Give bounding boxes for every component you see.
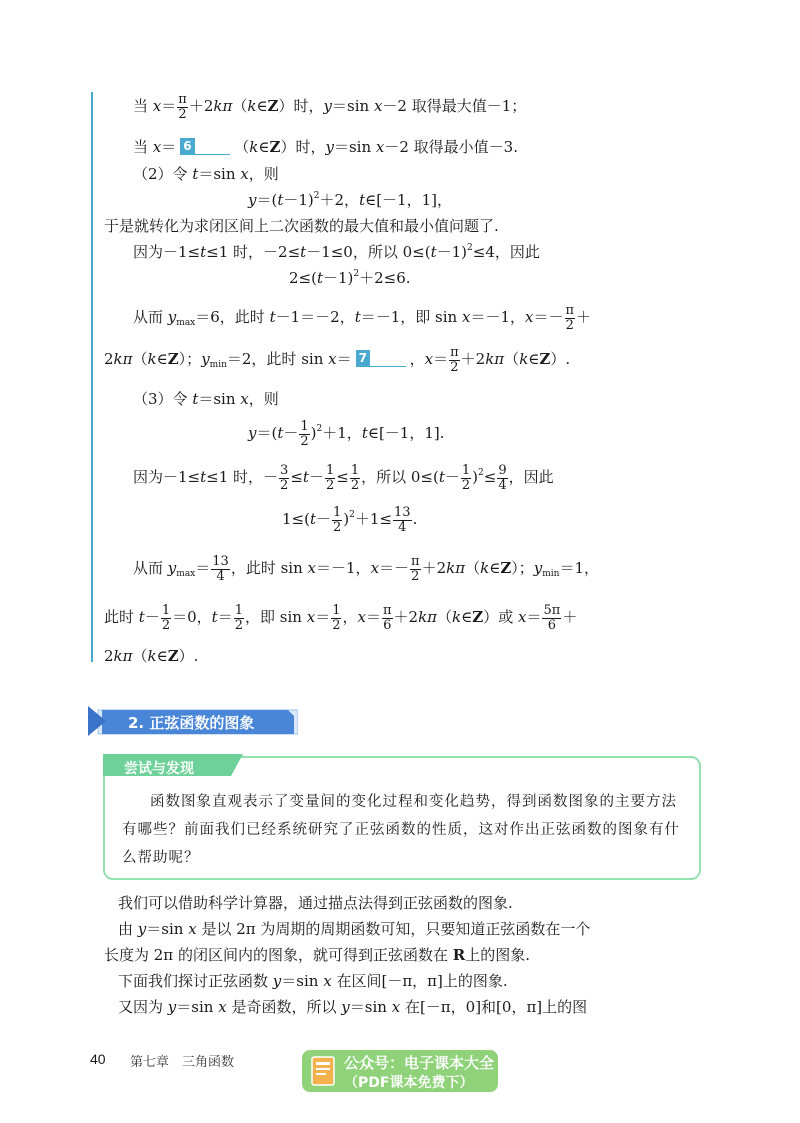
solution-part3-intro: （3）令 t＝sin x，则 — [133, 390, 279, 408]
solution-part2-intro: （2）令 t＝sin x，则 — [133, 165, 279, 183]
formula-part3-bound: 1≤(t－ $\frac{1}{2}$ )$^2$＋1≤ $\frac{13}{4}$ . — [282, 505, 418, 535]
solution-margin-bar — [91, 92, 93, 662]
text-part3-ymin: 此时 t－ $\frac{1}{2}$ ＝0，t＝ $\frac{1}{2}$ ，即 sin x＝ $\frac{1}{2}$ ，x＝ $\frac{\pi}{6}$ ＋2kπ（k∈Z）或 x＝ $\frac{5\pi}{6}$ ＋ — [104, 603, 578, 633]
try-text-line1: 函数图象直观表示了变量间的变化过程和变化趋势，得到函数图象的主要方法 — [150, 794, 677, 810]
try-discover-label: 尝试与发现 — [124, 761, 194, 777]
text-part2-range: 因为－1≤t≤1 时，－2≤t－1≤0，所以 $0\le(t-1)^2\le 4$，因此 — [133, 243, 540, 261]
solution-line-max-x: 当 x＝ $\frac{\pi}{2}$ ＋2kπ（k∈Z）时，y＝sin x－2 取得最大值－1； — [133, 92, 527, 122]
answer-blank-6[interactable]: 6 — [180, 138, 230, 155]
text-part2-ymin: 2kπ（k∈Z）；$y_{min}=2$，此时 sin x＝ 7 ，x＝ $\frac{\pi}{2}$ ＋2kπ（k∈Z）. — [104, 345, 571, 375]
text-part2-ymax: 从而 $y_{max}=6$，此时 t－1＝－2，t＝－1，即 sin x＝－1，x＝－ $\frac{\pi}{2}$ ＋ — [133, 303, 592, 333]
solution-line-min-x: 当 x＝ 6 （k∈Z）时，y＝sin x－2 取得最小值－3. — [133, 138, 518, 156]
text-part3-end: 2kπ（k∈Z）. — [104, 647, 199, 665]
stamp-text-2: （PDF课本免费下） — [344, 1075, 474, 1091]
try-text-line2: 有哪些？前面我们已经系统研究了正弦函数的性质，这对作出正弦函数的图象有什 — [122, 822, 680, 838]
book-icon — [310, 1055, 338, 1087]
body-para-4: 下面我们探讨正弦函数 y＝sin x 在区间[－π，π]上的图象. — [118, 972, 508, 990]
stamp-text-1: 公众号：电子课本大全 — [344, 1054, 495, 1072]
try-text-line3: 么帮助呢？ — [122, 850, 200, 866]
body-para-3: 长度为 2π 的闭区间内的图象，就可得到正弦函数在 R上的图象. — [104, 946, 530, 964]
body-para-5: 又因为 y＝sin x 是奇函数，所以 y＝sin x 在[－π，0]和[0，π]上的图 — [118, 998, 588, 1016]
formula-part3: y＝(t－ $\frac{1}{2}$ )$^2$＋1，t∈[－1，1]. — [248, 419, 445, 449]
text-transform-note: 于是就转化为求闭区间上二次函数的最大值和最小值问题了. — [104, 217, 499, 235]
text-part3-ymax: 从而 $y_{max}=$ $\frac{13}{4}$ ，此时 sin x＝－1，x＝－ $\frac{\pi}{2}$ ＋2kπ（k∈Z）；$y_{min}=1$， — [133, 554, 600, 584]
text-part3-range: 因为－1≤t≤1 时，－ $\frac{3}{2}$ ≤t－ $\frac{1}{2}$ ≤ $\frac{1}{2}$ ，所以 0≤(t－ $\frac{1}{2}$ )$^2$≤ $\frac{9}{4}$ ，因此 — [133, 463, 554, 493]
body-para-2: 由 y＝sin x 是以 2π 为周期的周期函数可知，只要知道正弦函数在一个 — [118, 920, 591, 938]
answer-blank-7[interactable]: 7 — [356, 350, 406, 367]
page-number: 40 — [90, 1051, 106, 1067]
formula-part2: $y=(t-1)^2+2$，t∈[－1，1]， — [248, 191, 452, 209]
section-title: 2. 正弦函数的图象 — [128, 714, 255, 732]
body-para-1: 我们可以借助科学计算器，通过描点法得到正弦函数的图象. — [118, 894, 513, 912]
formula-part2-bound: $2\le(t-1)^2+2\le 6$. — [289, 269, 411, 287]
chapter-label: 第七章 三角函数 — [130, 1055, 235, 1070]
